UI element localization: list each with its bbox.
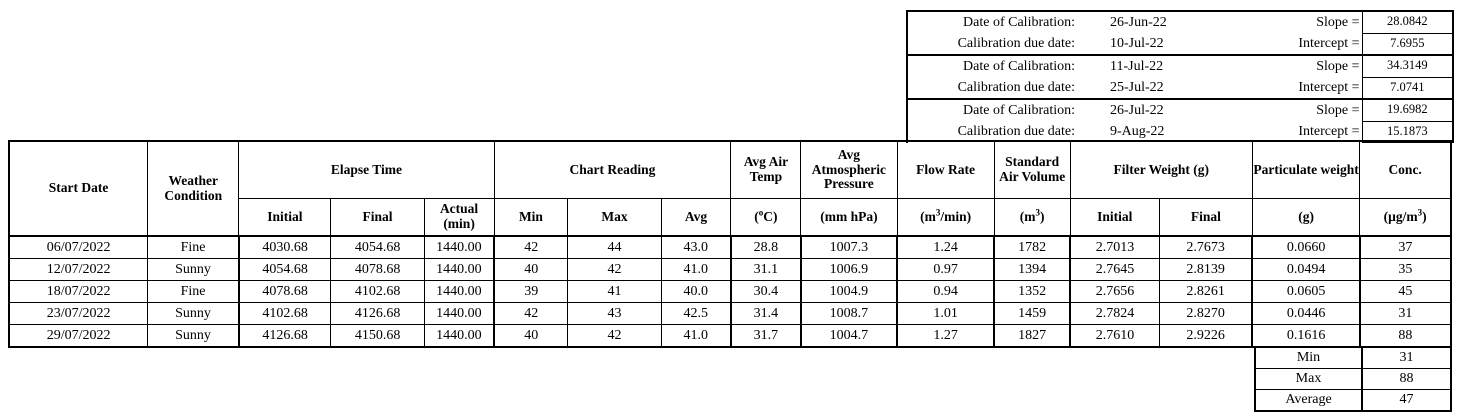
cell-pressure: 1004.7 <box>801 325 897 348</box>
header-fw-initial: Initial <box>1070 199 1159 237</box>
cell-conc: 37 <box>1360 236 1451 259</box>
calibration-date: 11-Jul-22 <box>1083 55 1190 77</box>
flow-unit-sup: 3 <box>935 207 941 218</box>
cell-fw-initial: 2.7824 <box>1070 303 1159 325</box>
summary-value: 88 <box>1362 369 1451 390</box>
header-actual: Actual (min) <box>424 199 494 237</box>
cell-weather: Sunny <box>148 303 239 325</box>
cell-initial: 4054.68 <box>239 259 331 281</box>
header-final: Final <box>331 199 424 237</box>
table-row <box>9 303 1451 325</box>
header-avg: Avg <box>661 199 731 237</box>
cell-particulate: 0.0494 <box>1252 259 1359 281</box>
table-row <box>9 236 1451 259</box>
slope-label: Slope = <box>1190 99 1362 121</box>
cell-final: 4126.68 <box>331 303 424 325</box>
cell-weather: Fine <box>148 236 239 259</box>
cell-fw-final: 2.9226 <box>1159 325 1252 348</box>
intercept-value: 15.1873 <box>1362 121 1453 143</box>
cell-max: 43 <box>568 303 661 325</box>
calibration-body <box>907 11 1453 143</box>
table-row <box>9 281 1451 303</box>
header-conc-unit <box>1360 199 1451 237</box>
cell-fw-initial: 2.7645 <box>1070 259 1159 281</box>
header-max: Max <box>568 199 661 237</box>
calibration-table <box>906 10 1454 143</box>
cell-weather: Sunny <box>148 325 239 348</box>
cell-fw-final: 2.8139 <box>1159 259 1252 281</box>
summary-row <box>1255 347 1451 369</box>
cell-conc: 35 <box>1360 259 1451 281</box>
vol-unit-post: ) <box>1040 208 1045 224</box>
intercept-value: 7.0741 <box>1362 77 1453 99</box>
conc-unit-pre: (μg/m <box>1383 208 1418 224</box>
cell-pressure: 1006.9 <box>801 259 897 281</box>
cell-date: 18/07/2022 <box>9 281 148 303</box>
cell-fw-final: 2.8261 <box>1159 281 1252 303</box>
summary-row <box>1255 390 1451 412</box>
cell-actual: 1440.00 <box>424 281 494 303</box>
summary-value: 31 <box>1362 347 1451 369</box>
cell-conc: 88 <box>1360 325 1451 348</box>
header-flow-rate: Flow Rate <box>897 141 994 199</box>
temp-unit-sup: o <box>758 207 764 218</box>
cell-temp: 31.1 <box>731 259 801 281</box>
cell-fw-final: 2.8270 <box>1159 303 1252 325</box>
summary-table <box>1254 346 1452 412</box>
conc-unit-post: ) <box>1422 208 1427 224</box>
header-elapse-time: Elapse Time <box>239 141 494 199</box>
summary-label: Min <box>1255 347 1362 369</box>
cell-fw-initial: 2.7610 <box>1070 325 1159 348</box>
summary-value: 47 <box>1362 390 1451 412</box>
vol-unit-sup: 3 <box>1035 207 1041 218</box>
cell-min: 40 <box>494 325 568 348</box>
cell-initial: 4078.68 <box>239 281 331 303</box>
sampling-body <box>9 141 1451 347</box>
header-filter-weight: Filter Weight (g) <box>1070 141 1252 199</box>
calibration-due-date: 10-Jul-22 <box>1110 35 1164 51</box>
cell-weather: Sunny <box>148 259 239 281</box>
cell-flow: 0.97 <box>897 259 994 281</box>
cell-flow: 1.24 <box>897 236 994 259</box>
intercept-label: Intercept = <box>1298 124 1360 140</box>
calibration-date: 26-Jul-22 <box>1083 99 1190 121</box>
header-flow-unit <box>897 199 994 237</box>
cell-volume: 1782 <box>994 236 1070 259</box>
cell-min: 42 <box>494 236 568 259</box>
summary-label: Max <box>1255 369 1362 390</box>
cell-max: 42 <box>568 325 661 348</box>
intercept-value: 7.6955 <box>1362 33 1453 55</box>
header-chart-reading: Chart Reading <box>494 141 731 199</box>
calibration-date-label: Date of Calibration: <box>907 11 1083 33</box>
cell-date: 23/07/2022 <box>9 303 148 325</box>
cell-particulate: 0.0446 <box>1252 303 1359 325</box>
conc-unit-sup: 3 <box>1417 207 1423 218</box>
intercept-label: Intercept = <box>1298 35 1360 51</box>
calibration-due-label: Calibration due date: <box>907 77 1083 99</box>
cell-particulate: 0.0605 <box>1252 281 1359 303</box>
vol-unit-pre: (m <box>1019 208 1036 224</box>
slope-label: Slope = <box>1190 11 1362 33</box>
cell-particulate: 0.0660 <box>1252 236 1359 259</box>
cell-final: 4102.68 <box>331 281 424 303</box>
cell-particulate: 0.1616 <box>1252 325 1359 348</box>
cell-avg: 42.5 <box>661 303 731 325</box>
calibration-date-label: Date of Calibration: <box>907 99 1083 121</box>
flow-unit-post: /min) <box>940 208 972 224</box>
cell-volume: 1394 <box>994 259 1070 281</box>
cell-temp: 31.7 <box>731 325 801 348</box>
cell-max: 41 <box>568 281 661 303</box>
cell-actual: 1440.00 <box>424 259 494 281</box>
cell-initial: 4102.68 <box>239 303 331 325</box>
header-particulate-unit: (g) <box>1252 199 1359 237</box>
calibration-row <box>907 77 1453 99</box>
cell-avg: 43.0 <box>661 236 731 259</box>
cell-conc: 31 <box>1360 303 1451 325</box>
table-row <box>9 259 1451 281</box>
cell-volume: 1827 <box>994 325 1070 348</box>
temp-unit-pre: ( <box>754 208 759 224</box>
sampling-table <box>8 140 1452 348</box>
cell-volume: 1352 <box>994 281 1070 303</box>
slope-value: 28.0842 <box>1362 11 1453 33</box>
temp-unit-post: C) <box>763 208 778 224</box>
cell-initial: 4126.68 <box>239 325 331 348</box>
cell-actual: 1440.00 <box>424 303 494 325</box>
calibration-date: 26-Jun-22 <box>1083 11 1190 33</box>
calibration-date-label: Date of Calibration: <box>907 55 1083 77</box>
header-fw-final: Final <box>1159 199 1252 237</box>
calibration-due-date: 9-Aug-22 <box>1110 124 1165 140</box>
cell-flow: 0.94 <box>897 281 994 303</box>
header-avg-air-temp: Avg Air Temp <box>731 141 801 199</box>
header-weather: Weather Condition <box>148 141 239 236</box>
cell-actual: 1440.00 <box>424 325 494 348</box>
header-row-1 <box>9 141 1451 199</box>
table-row <box>9 325 1451 348</box>
calibration-row <box>907 33 1453 55</box>
calibration-row <box>907 99 1453 121</box>
cell-pressure: 1004.9 <box>801 281 897 303</box>
cell-max: 44 <box>568 236 661 259</box>
calibration-row <box>907 55 1453 77</box>
cell-fw-final: 2.7673 <box>1159 236 1252 259</box>
cell-final: 4150.68 <box>331 325 424 348</box>
intercept-label: Intercept = <box>1298 79 1360 95</box>
cell-pressure: 1008.7 <box>801 303 897 325</box>
cell-pressure: 1007.3 <box>801 236 897 259</box>
header-temp-unit <box>731 199 801 237</box>
header-particulate: Particulate weight <box>1252 141 1359 199</box>
header-initial: Initial <box>239 199 331 237</box>
header-volume-unit <box>994 199 1070 237</box>
cell-actual: 1440.00 <box>424 236 494 259</box>
calibration-due-date: 25-Jul-22 <box>1110 79 1164 95</box>
cell-date: 12/07/2022 <box>9 259 148 281</box>
cell-fw-initial: 2.7013 <box>1070 236 1159 259</box>
cell-avg: 41.0 <box>661 325 731 348</box>
cell-temp: 28.8 <box>731 236 801 259</box>
cell-weather: Fine <box>148 281 239 303</box>
cell-date: 06/07/2022 <box>9 236 148 259</box>
header-std-air-volume: Standard Air Volume <box>994 141 1070 199</box>
cell-min: 42 <box>494 303 568 325</box>
cell-final: 4054.68 <box>331 236 424 259</box>
flow-unit-pre: (m <box>920 208 936 224</box>
summary-label: Average <box>1255 390 1362 412</box>
header-conc: Conc. <box>1360 141 1451 199</box>
cell-conc: 45 <box>1360 281 1451 303</box>
cell-temp: 30.4 <box>731 281 801 303</box>
cell-flow: 1.01 <box>897 303 994 325</box>
summary-row <box>1255 369 1451 390</box>
slope-value: 19.6982 <box>1362 99 1453 121</box>
calibration-row <box>907 11 1453 33</box>
cell-fw-initial: 2.7656 <box>1070 281 1159 303</box>
cell-date: 29/07/2022 <box>9 325 148 348</box>
cell-avg: 41.0 <box>661 259 731 281</box>
header-min: Min <box>494 199 568 237</box>
cell-volume: 1459 <box>994 303 1070 325</box>
cell-max: 42 <box>568 259 661 281</box>
slope-label: Slope = <box>1190 55 1362 77</box>
calibration-due-label: Calibration due date: <box>907 33 1083 55</box>
summary-body <box>1255 347 1451 411</box>
cell-min: 39 <box>494 281 568 303</box>
cell-temp: 31.4 <box>731 303 801 325</box>
cell-initial: 4030.68 <box>239 236 331 259</box>
cell-min: 40 <box>494 259 568 281</box>
cell-flow: 1.27 <box>897 325 994 348</box>
cell-final: 4078.68 <box>331 259 424 281</box>
header-start-date: Start Date <box>9 141 148 236</box>
header-atm-pressure: Avg Atmospheric Pressure <box>801 141 897 199</box>
calibration-due-label: Calibration due date: <box>907 121 1083 143</box>
cell-avg: 40.0 <box>661 281 731 303</box>
slope-value: 34.3149 <box>1362 55 1453 77</box>
header-pressure-unit: (mm hPa) <box>801 199 897 237</box>
